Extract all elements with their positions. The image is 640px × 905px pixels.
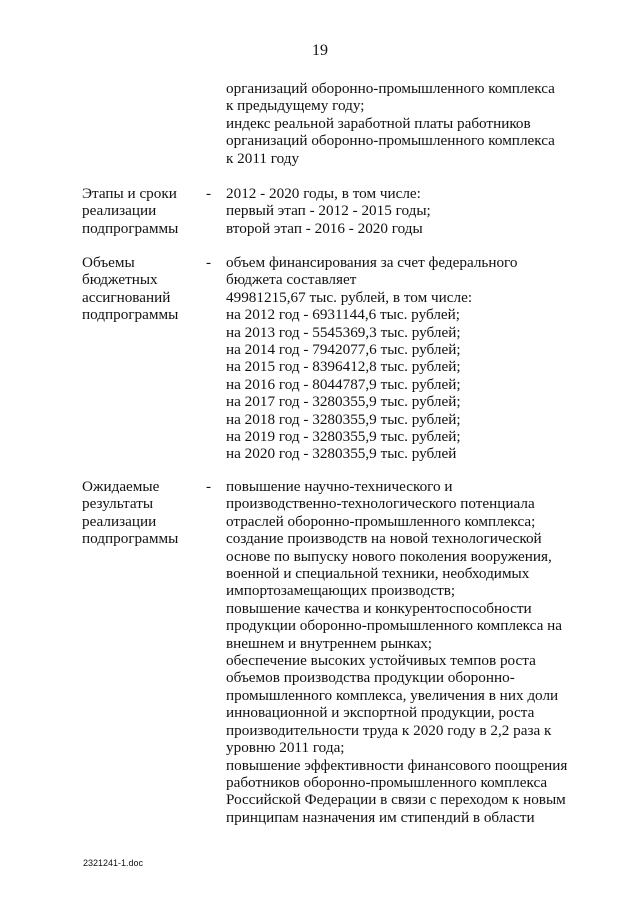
value-line: второй этап - 2016 - 2020 годы (226, 219, 423, 237)
intro-line: к 2011 году (226, 149, 300, 167)
page-number: 19 (312, 42, 328, 59)
section-dash: - (206, 254, 212, 271)
label-line: Этапы и сроки (82, 185, 177, 202)
value-line: повышение эффективности финансового поощрения (226, 756, 568, 774)
intro-continuation (226, 80, 626, 167)
section-value (226, 254, 626, 463)
label-line: подпрограммы (82, 530, 179, 548)
label-line: Объемы (82, 254, 135, 271)
value-line: первый этап - 2012 - 2015 годы; (226, 202, 431, 220)
label-line: подпрограммы (82, 219, 179, 237)
label-line: результаты (82, 495, 154, 513)
value-line: бюджета составляет (226, 271, 357, 289)
value-line: военной и специальной техники, необходимых (226, 565, 530, 583)
value-line: промышленного комплекса, увеличения в них доли (226, 686, 559, 704)
value-line: на 2014 год - 7942077,6 тыс. рублей; (226, 341, 461, 359)
section-label (82, 254, 202, 324)
value-line: принципам назначения им стипендий в области (226, 808, 535, 826)
value-line: 49981215,67 тыс. рублей, в том числе: (226, 288, 473, 306)
section-value (226, 478, 626, 826)
intro-line: индекс реальной заработной платы работников (226, 114, 531, 132)
value-line: производительности труда к 2020 году в 2,2 раза к (226, 721, 552, 739)
value-line: объем финансирования за счет федерального (226, 254, 518, 271)
value-line: повышение научно-технического и (226, 478, 453, 495)
value-line: на 2015 год - 8396412,8 тыс. рублей; (226, 358, 461, 376)
section-label (82, 478, 202, 548)
value-line: на 2012 год - 6931144,6 тыс. рублей; (226, 306, 460, 324)
value-line: на 2020 год - 3280355,9 тыс. рублей (226, 445, 457, 463)
label-line: ассигнований (82, 288, 171, 306)
intro-line: к предыдущему году; (226, 97, 365, 115)
value-line: основе по выпуску нового поколения вооружения, (226, 547, 552, 565)
value-line: импортозамещающих производств; (226, 582, 456, 600)
value-line: объемов производства продукции оборонно- (226, 669, 515, 687)
label-line: реализации (82, 202, 157, 220)
value-line: Российской Федерации в связи с переходом к новым (226, 791, 566, 809)
intro-line: организаций оборонно-промышленного комплекса (226, 132, 555, 150)
label-line: подпрограммы (82, 306, 179, 324)
value-line: создание производств на новой технологической (226, 530, 542, 548)
value-line: повышение качества и конкурентоспособности (226, 599, 532, 617)
value-line: инновационной и экспортной продукции, роста (226, 704, 535, 722)
intro-line: организаций оборонно-промышленного комплекса (226, 80, 555, 97)
label-line: Ожидаемые (82, 478, 160, 495)
section-dash: - (206, 185, 212, 202)
value-line: на 2017 год - 3280355,9 тыс. рублей; (226, 393, 461, 411)
value-line: отраслей оборонно-промышленного комплекса; (226, 512, 536, 530)
value-line: уровню 2011 года; (226, 739, 345, 757)
value-line: производственно-технологического потенциала (226, 495, 535, 513)
label-line: бюджетных (82, 271, 158, 289)
section-value (226, 185, 626, 237)
section-label (82, 185, 202, 237)
value-line: на 2013 год - 5545369,3 тыс. рублей; (226, 323, 461, 341)
value-line: 2012 - 2020 годы, в том числе: (226, 185, 421, 202)
document-file-reference: 2321241-1.doc (83, 858, 144, 868)
section-dash: - (206, 478, 212, 495)
value-line: на 2018 год - 3280355,9 тыс. рублей; (226, 410, 461, 428)
value-line: обеспечение высоких устойчивых темпов роста (226, 652, 536, 670)
value-line: внешнем и внутреннем рынках; (226, 634, 433, 652)
value-line: продукции оборонно-промышленного комплекса на (226, 617, 563, 635)
label-line: реализации (82, 512, 157, 530)
value-line: на 2016 год - 8044787,9 тыс. рублей; (226, 375, 461, 393)
value-line: работников оборонно-промышленного комплекса (226, 773, 548, 791)
value-line: на 2019 год - 3280355,9 тыс. рублей; (226, 428, 461, 446)
